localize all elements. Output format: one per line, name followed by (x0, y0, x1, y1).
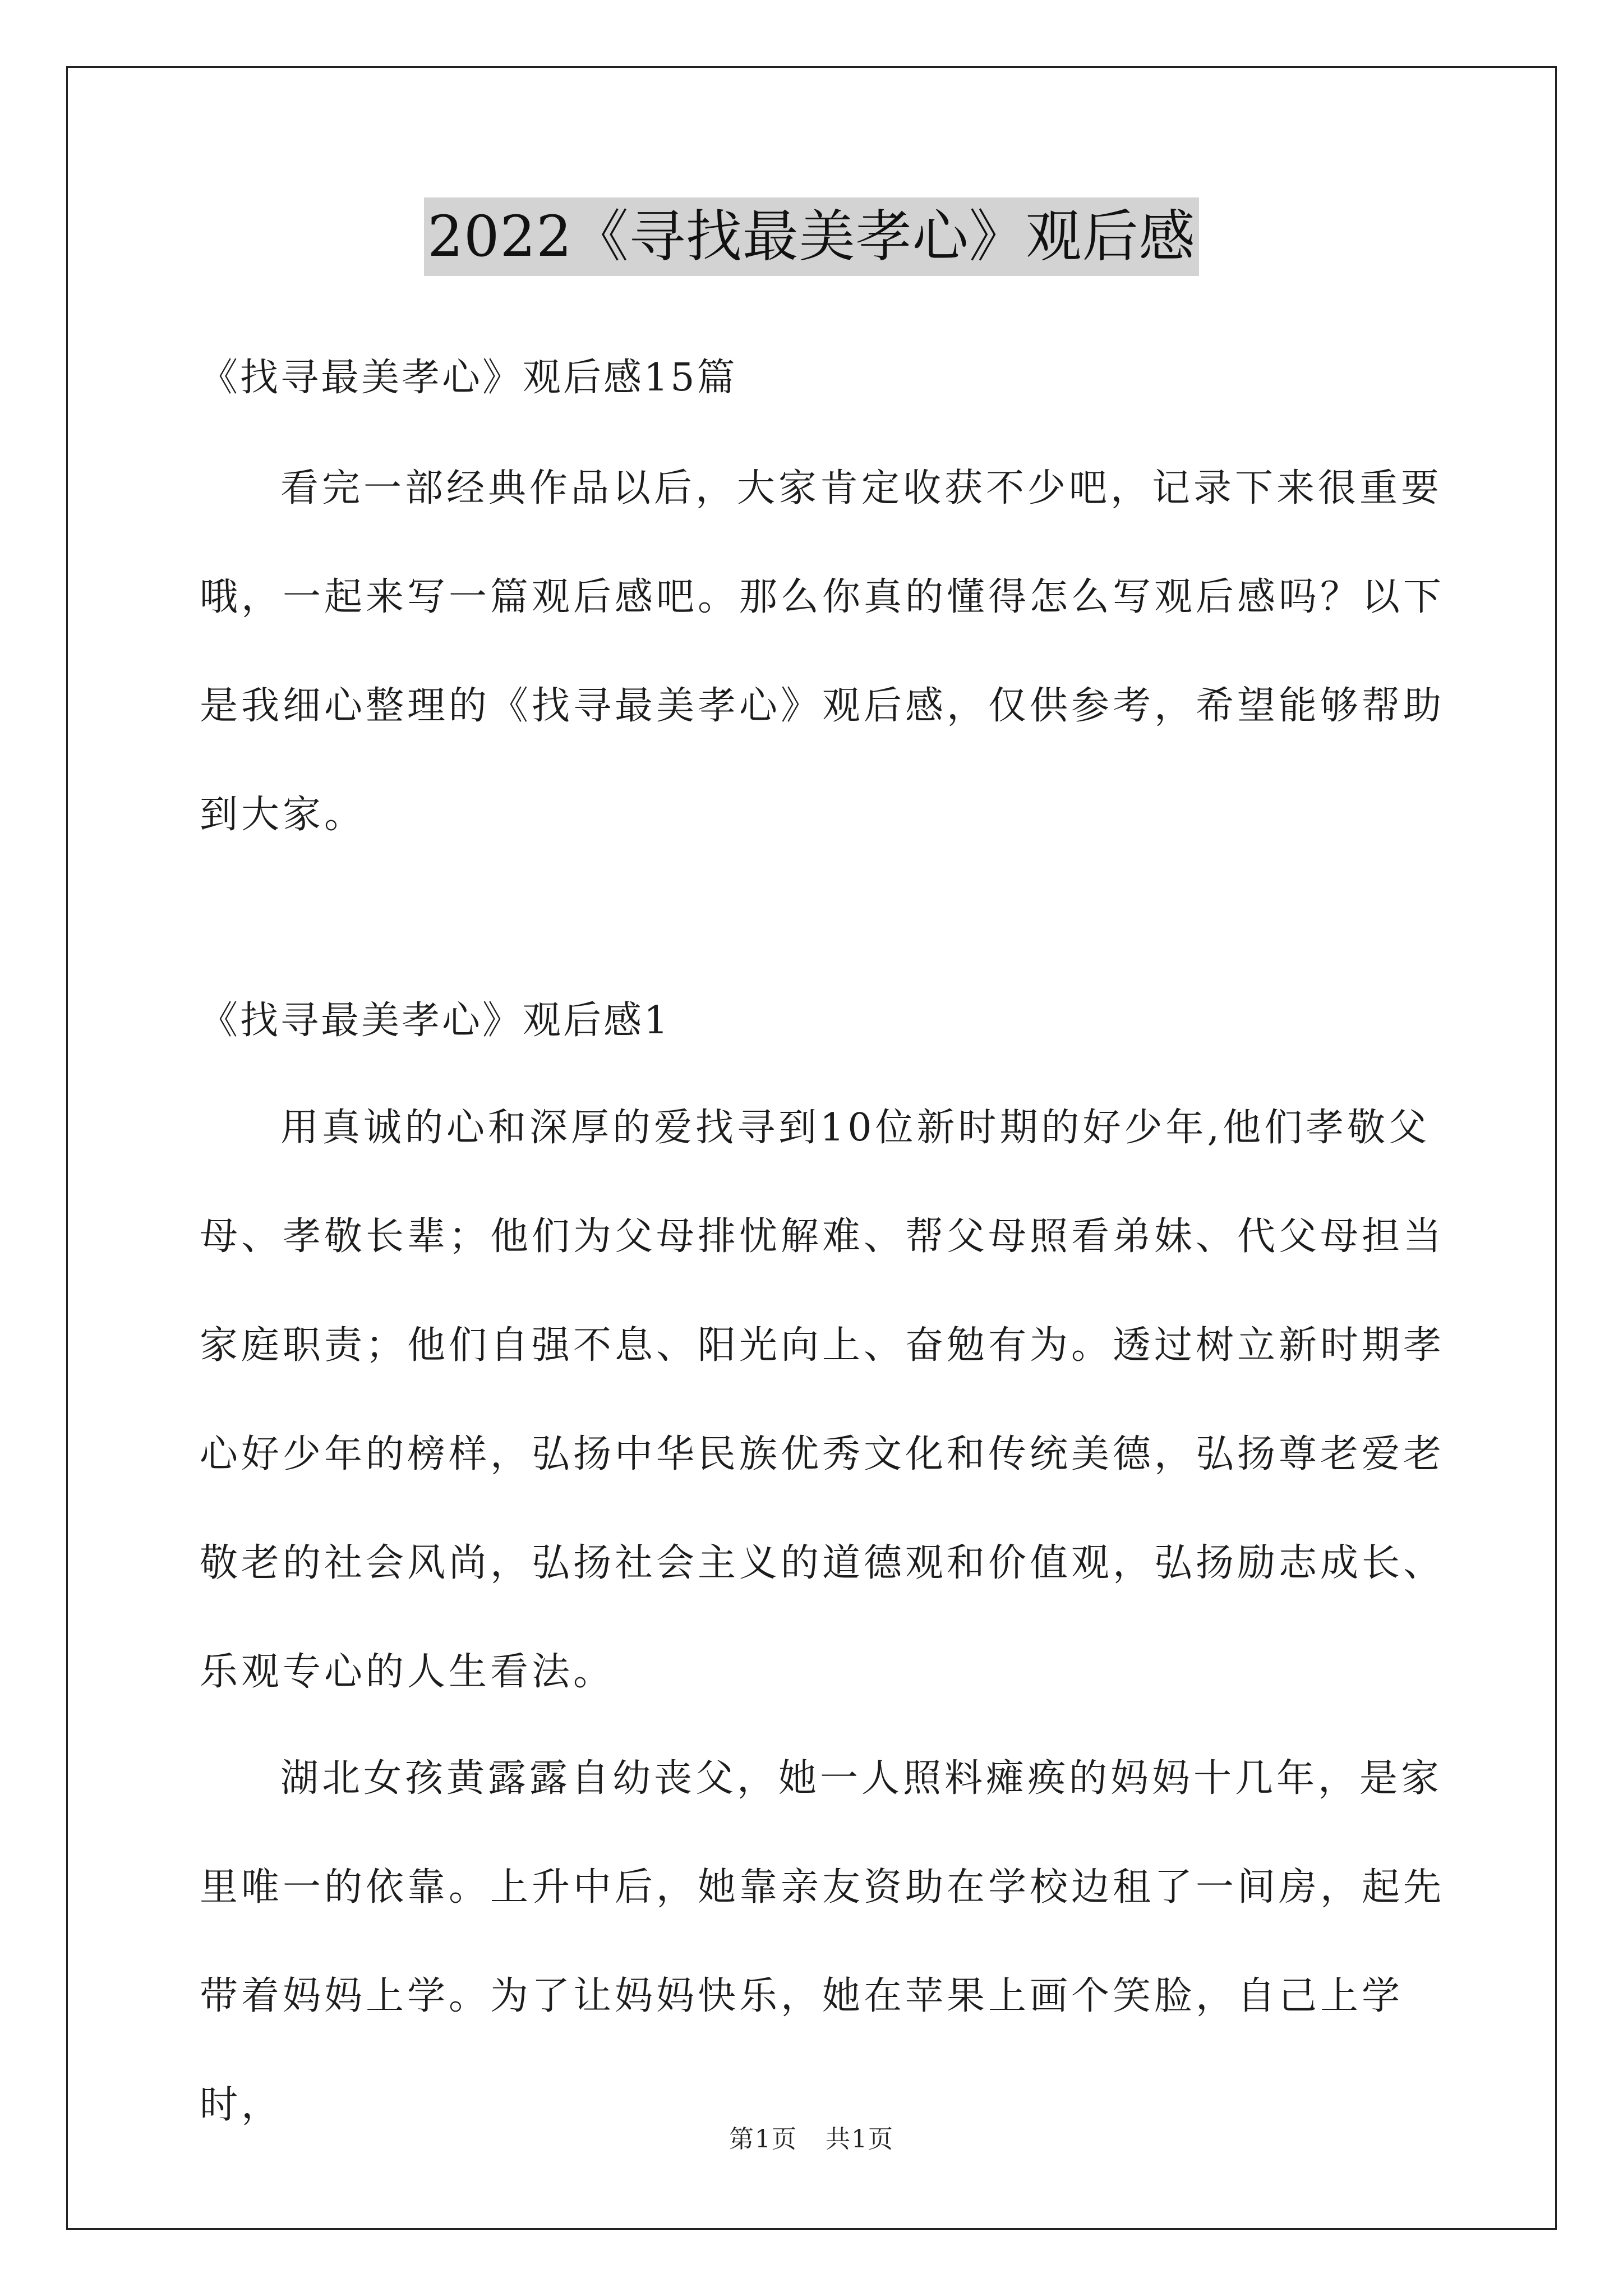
intro-paragraph: 看完一部经典作品以后，大家肯定收获不少吧，记录下来很重要哦，一起来写一篇观后感吧。那么你真的懂得怎么写观后感吗？以下是我细心整理的《找寻最美孝心》观后感，仅供参考，希望能够帮助到大家。 (200, 466, 1445, 837)
document-subtitle: 《找寻最美孝心》观后感15篇 (200, 356, 737, 400)
body-paragraph-2: 湖北女孩黄露露自幼丧父，她一人照料瘫痪的妈妈十几年，是家里唯一的依靠。上升中后，她靠亲友资助在学校边租了一间房，起先带着妈妈上学。为了让妈妈快乐，她在苹果上画个笑脸，自己上学时， (200, 1756, 1445, 2127)
document-title: 2022《寻找最美孝心》观后感 (424, 197, 1199, 276)
title-container (0, 197, 1623, 276)
body-paragraph-1: 用真诚的心和深厚的爱找寻到10位新时期的好少年,他们孝敬父母、孝敬长辈；他们为父母排忧解难、帮父母照看弟妹、代父母担当家庭职责；他们自强不息、阳光向上、奋勉有为。透过树立新时期孝心好少年的榜样，弘扬中华民族优秀文化和传统美德，弘扬尊老爱老敬老的社会风尚，弘扬社会主义的道德观和价值观，弘扬励志成长、乐观专心的人生看法。 (200, 1106, 1445, 1694)
page-footer (0, 2123, 1623, 2156)
section-heading: 《找寻最美孝心》观后感1 (200, 999, 671, 1043)
page-number-current: 第1页 (729, 2125, 797, 2154)
page-number-total: 共1页 (826, 2125, 894, 2154)
